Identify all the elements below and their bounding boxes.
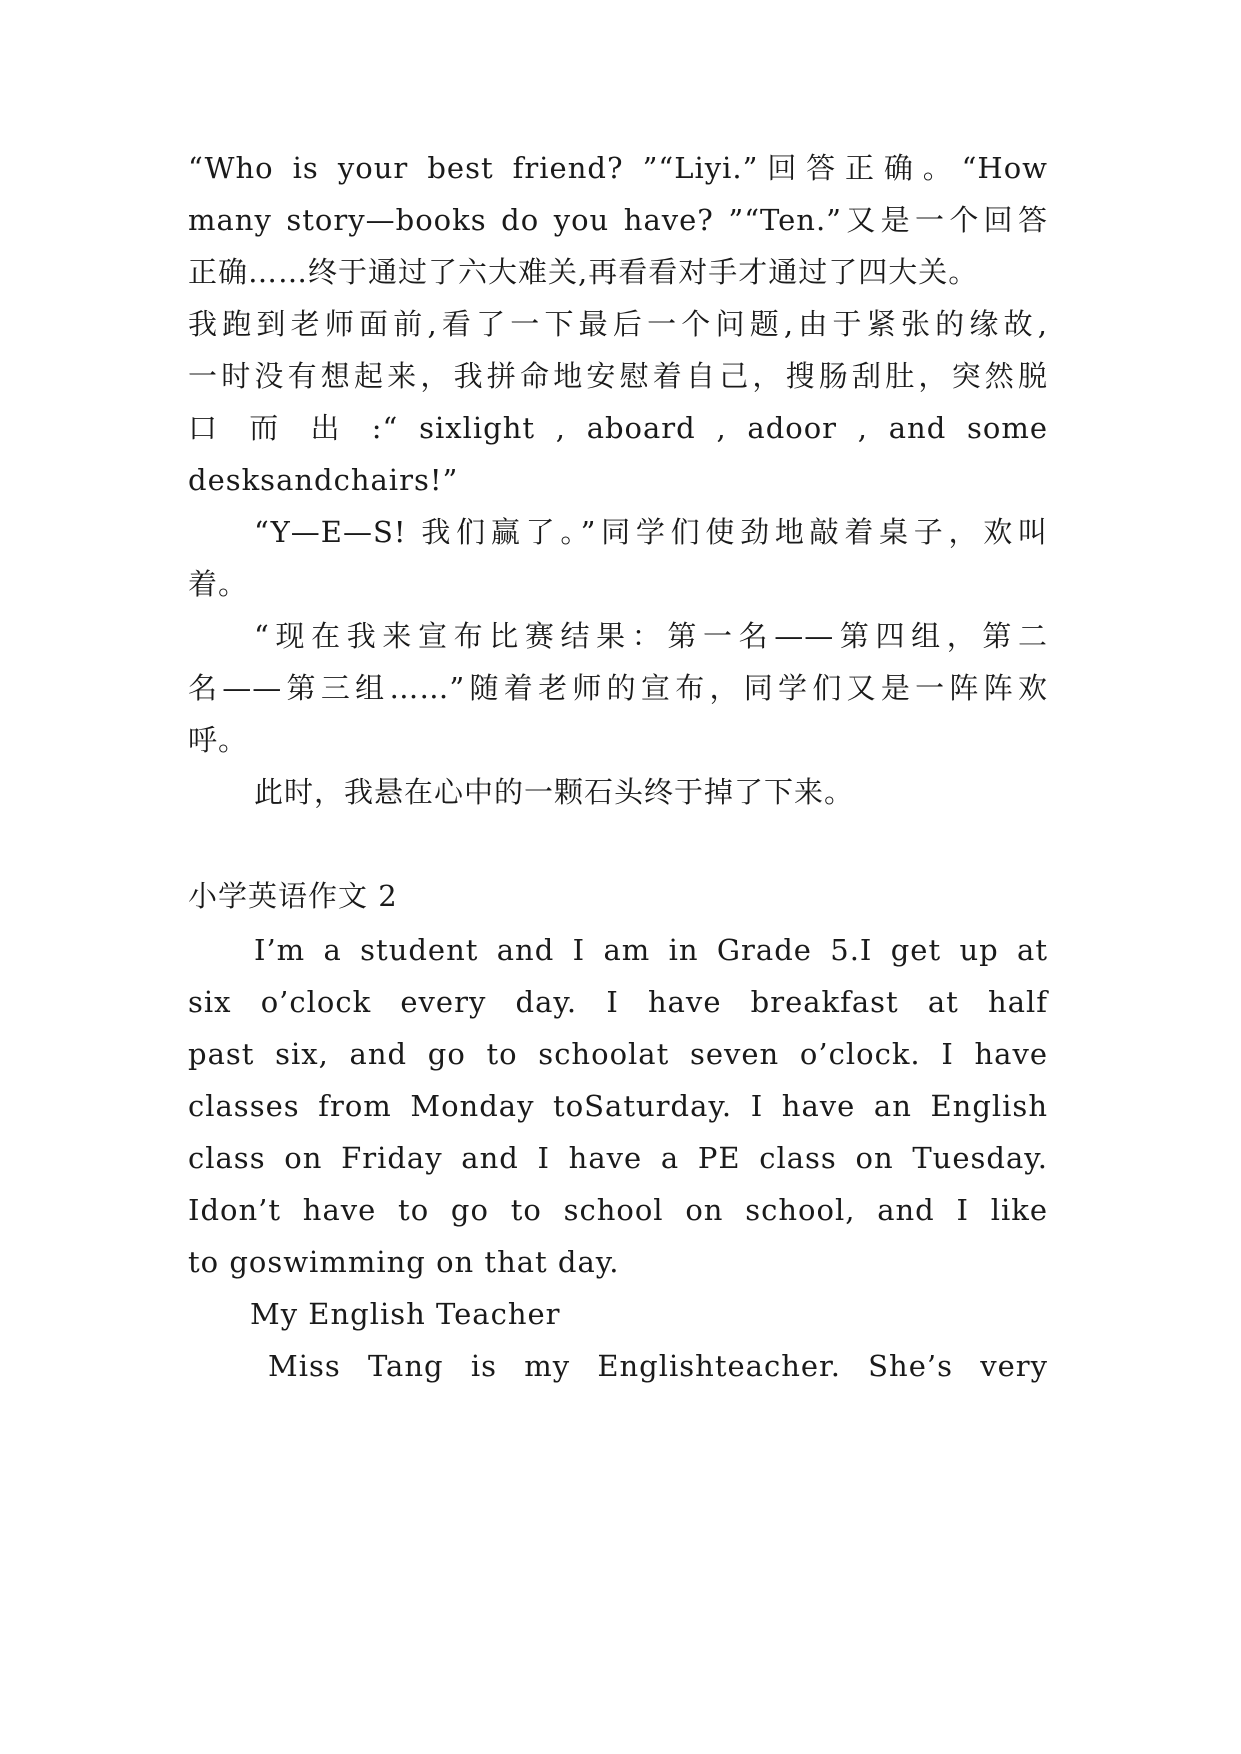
text-line: past six, and go to schoolat seven o’clock. I have: [188, 1037, 1048, 1071]
text-line: “现在我来宣布比赛结果：第一名——第四组，第二: [254, 619, 1048, 653]
subheading: My English Teacher: [250, 1297, 561, 1331]
text-line: 一时没有想起来，我拼命地安慰着自己，搜肠刮肚，突然脱: [188, 359, 1048, 393]
text-line: many story—books do you have? ”“Ten.”又是一个回答: [188, 203, 1048, 237]
text-line: class on Friday and I have a PE class on Tuesday.: [188, 1141, 1048, 1175]
section-heading: 小学英语作文 2: [188, 879, 398, 913]
text-line: “Y—E—S! 我们赢了。”同学们使劲地敲着桌子，欢叫: [254, 515, 1048, 549]
text-line: 着。: [188, 567, 249, 601]
text-line: 我跑到老师面前,看了一下最后一个问题,由于紧张的缘故,: [188, 307, 1048, 341]
text-line: 呼。: [188, 723, 249, 757]
text-line: six o’clock every day. I have breakfast at half: [188, 985, 1048, 1019]
text-line: “Who is your best friend? ”“Liyi.”回答正确。“How: [188, 151, 1048, 185]
text-line: Idon’t have to go to school on school, and I like: [188, 1193, 1048, 1227]
text-line: I’m a student and I am in Grade 5.I get up at: [254, 933, 1048, 967]
text-line: 名——第三组……”随着老师的宣布，同学们又是一阵阵欢: [188, 671, 1048, 705]
text-line: Miss Tang is my Englishteacher. She’s very: [268, 1349, 1048, 1383]
text-line: 此时，我悬在心中的一颗石头终于掉了下来。: [254, 775, 855, 809]
text-line: 口 而 出 :“ sixlight , aboard , adoor , and some: [188, 411, 1048, 445]
text-line: 正确……终于通过了六大难关,再看看对手才通过了四大关。: [188, 255, 979, 289]
text-line: classes from Monday toSaturday. I have an English: [188, 1089, 1048, 1123]
text-line: to goswimming on that day.: [188, 1245, 620, 1279]
text-line: desksandchairs!”: [188, 463, 459, 497]
